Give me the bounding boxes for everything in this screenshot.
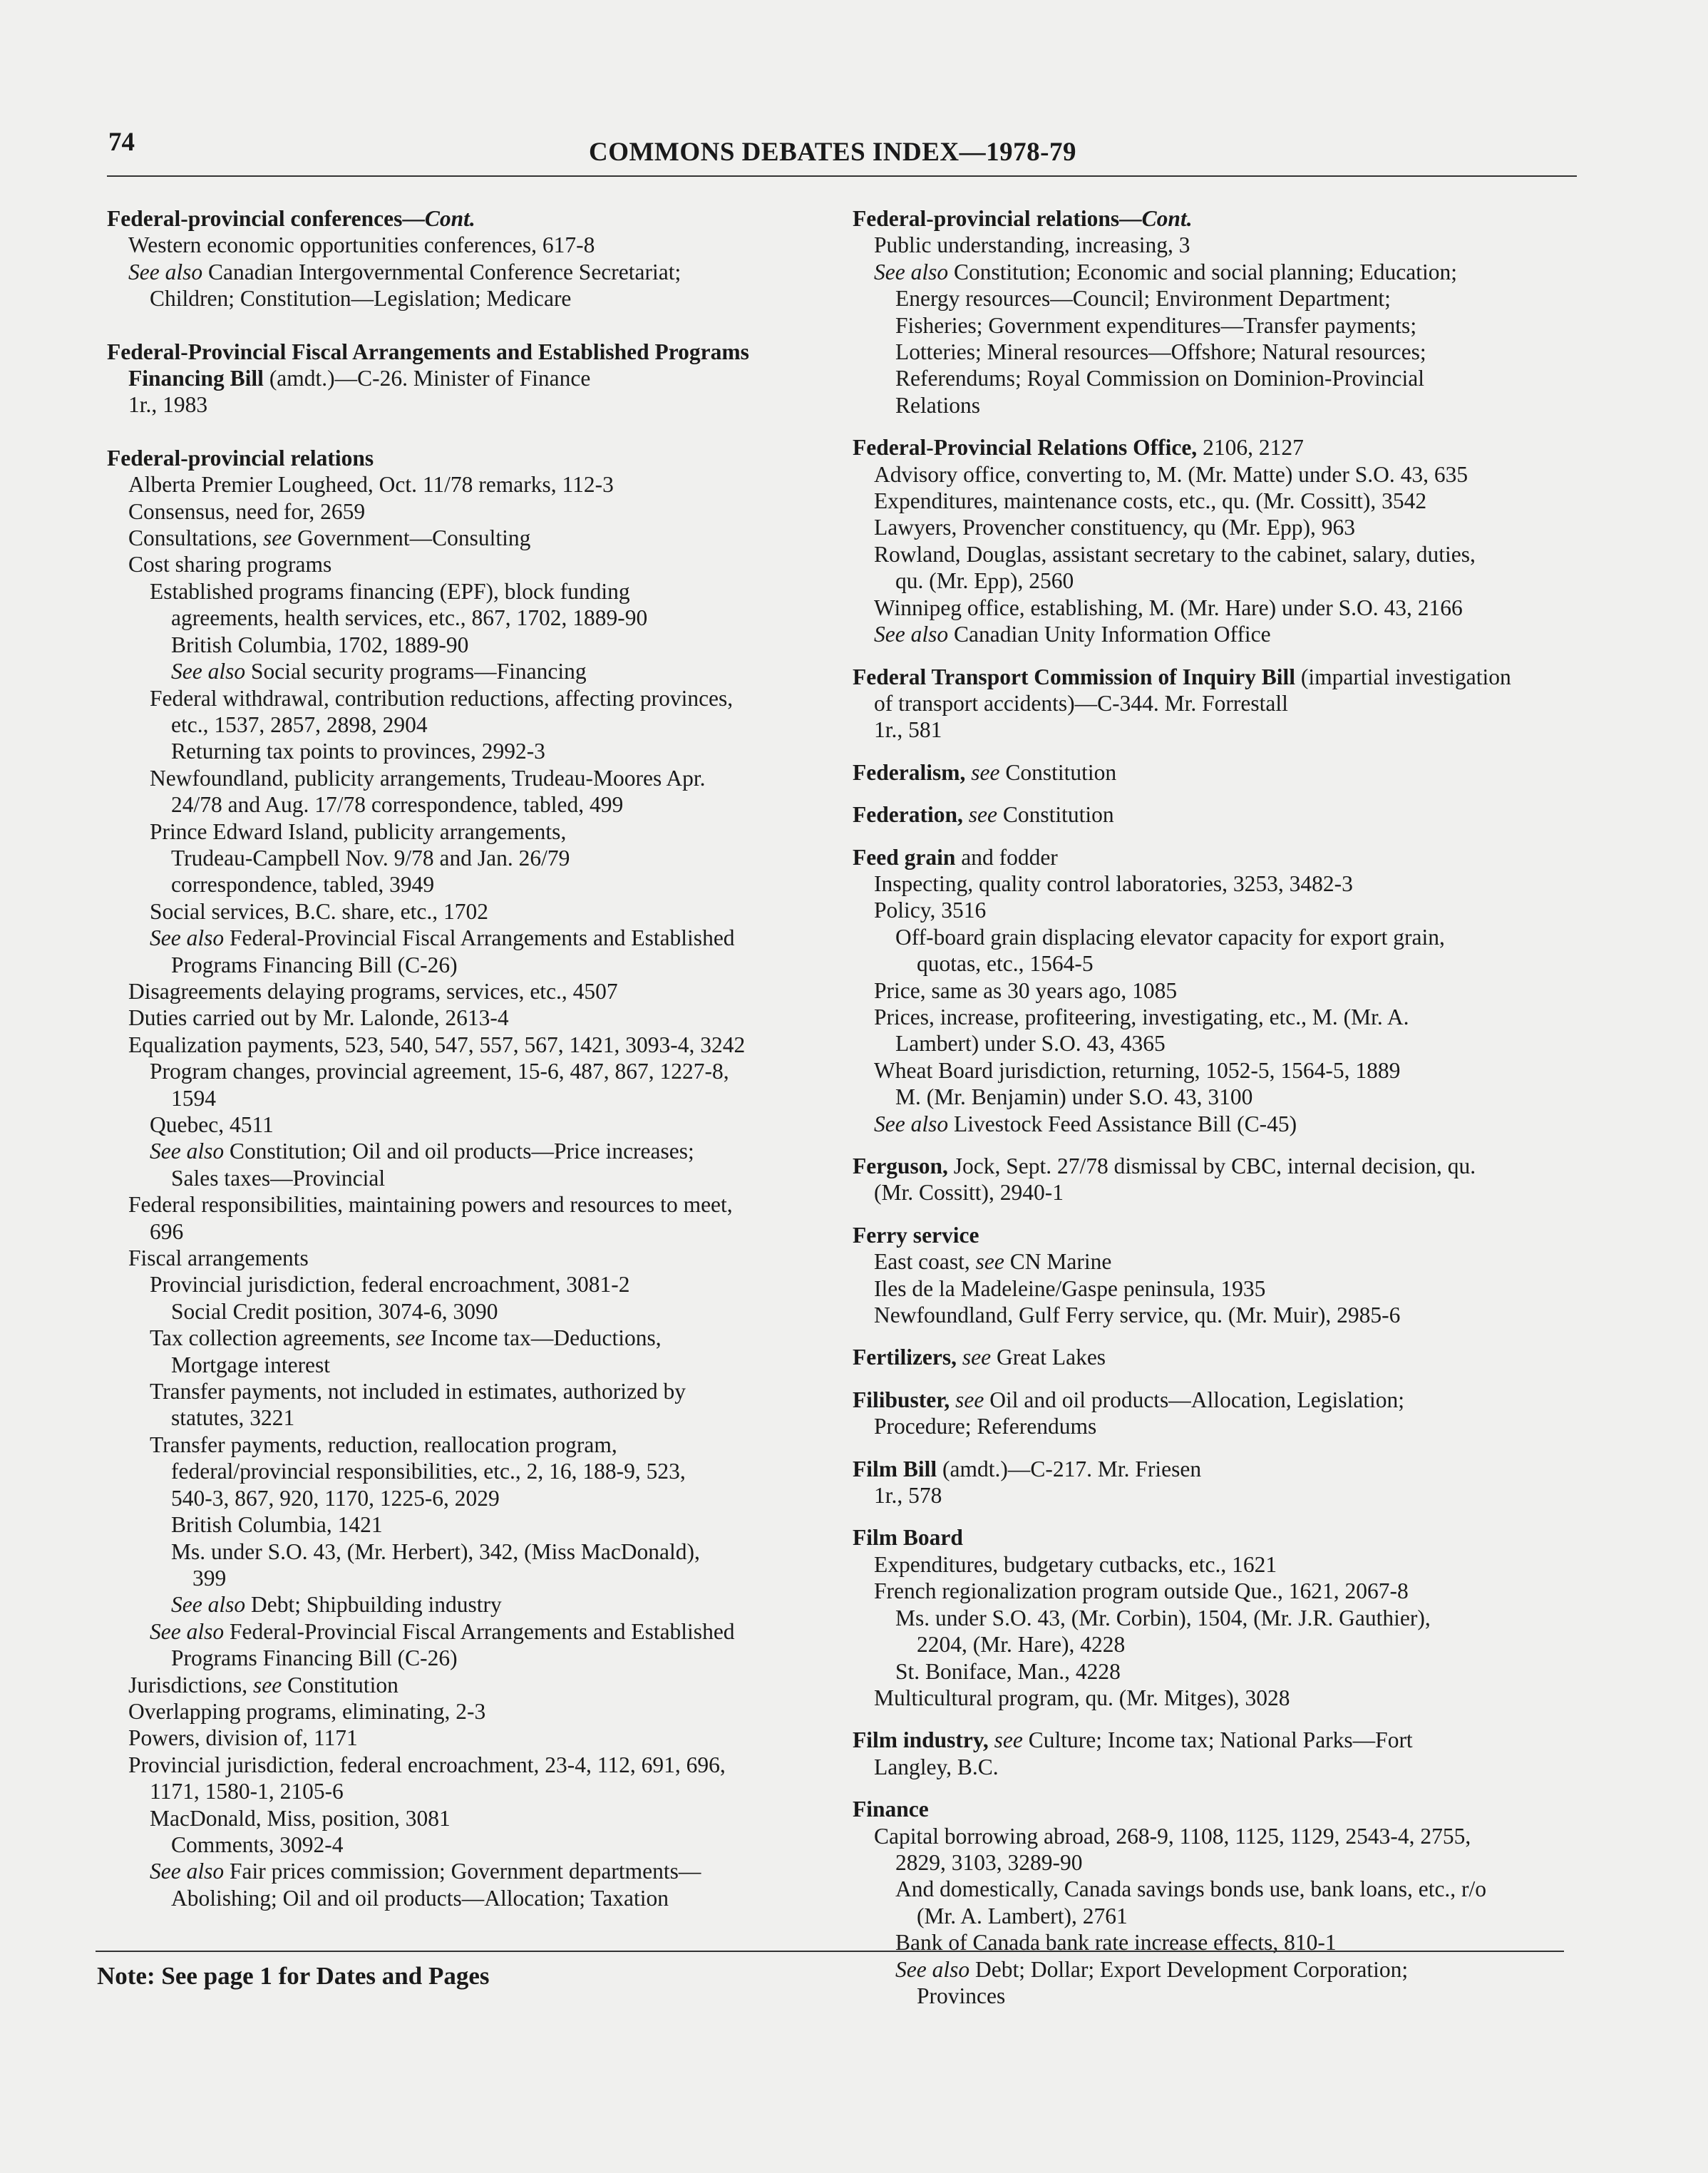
index-line — [107, 658, 827, 684]
index-line — [853, 232, 1581, 258]
index-term: Federal Transport Commission of Inquiry Bill — [853, 664, 1296, 689]
index-text: quotas, etc., 1564-5 — [917, 951, 1094, 977]
index-line — [853, 1685, 1581, 1711]
index-text: Constitution; Economic and social planning; Education; — [948, 259, 1457, 284]
index-line — [107, 1591, 827, 1618]
index-line — [107, 1432, 827, 1458]
index-line — [107, 1111, 827, 1138]
index-line — [107, 1752, 827, 1778]
index-text: Social security programs—Financing — [245, 659, 587, 684]
index-text: Oil and oil products—Allocation, Legislation; — [984, 1387, 1404, 1412]
index-line — [107, 1458, 827, 1484]
index-text: Income tax—Deductions, — [425, 1325, 662, 1351]
index-heading — [107, 339, 827, 365]
index-text: Alberta Premier Lougheed, Oct. 11/78 remarks, 112-3 — [128, 472, 614, 498]
index-text: etc., 1537, 2857, 2898, 2904 — [171, 712, 428, 737]
index-line — [107, 1032, 827, 1058]
index-line — [853, 1903, 1581, 1929]
index-text: Consultations, — [128, 525, 264, 551]
index-text: Federal withdrawal, contribution reductions, affecting provinces, — [150, 685, 734, 711]
index-term: Film Bill — [853, 1456, 937, 1481]
index-text: statutes, 3221 — [171, 1405, 295, 1431]
index-line — [107, 1191, 827, 1218]
cross-reference-cue: See also — [874, 1111, 949, 1136]
index-line — [853, 1302, 1581, 1328]
index-line — [853, 1658, 1581, 1685]
index-text: Multicultural program, qu. (Mr. Mitges), 3028 — [874, 1685, 1290, 1710]
index-text: Ms. under S.O. 43, (Mr. Herbert), 342, (Miss MacDonald), — [171, 1538, 700, 1564]
index-line — [107, 632, 827, 658]
cross-reference-cue: see — [957, 1345, 992, 1370]
index-text: of transport accidents)—C-344. Mr. Forrestall — [874, 690, 1288, 716]
index-text: 24/78 and Aug. 17/78 correspondence, tabled, 499 — [171, 792, 624, 818]
cross-reference-cue: see — [950, 1387, 984, 1412]
index-text: Sales taxes—Provincial — [171, 1165, 386, 1191]
index-line — [107, 1165, 827, 1191]
index-text: Capital borrowing abroad, 268-9, 1108, 1125, 1129, 2543-4, 2755, — [874, 1823, 1471, 1849]
index-line — [853, 1275, 1581, 1302]
index-text: Provincial jurisdiction, federal encroachment, 23-4, 112, 691, 696, — [128, 1752, 726, 1777]
index-text: CN Marine — [1004, 1249, 1112, 1275]
index-text: And domestically, Canada savings bonds use, bank loans, etc., r/o — [895, 1876, 1487, 1902]
index-line — [107, 605, 827, 631]
index-term: Cont. — [1141, 206, 1193, 231]
index-text: Equalization payments, 523, 540, 547, 557, 567, 1421, 3093-4, 3242 — [128, 1032, 746, 1057]
index-text: Provincial jurisdiction, federal encroachment, 3081-2 — [150, 1272, 630, 1298]
index-line — [107, 1352, 827, 1378]
index-line — [107, 365, 827, 391]
index-text: Bank of Canada bank rate increase effects, 810-1 — [895, 1930, 1337, 1956]
index-line — [107, 898, 827, 925]
cross-reference-cue: See also — [150, 925, 225, 951]
index-text: Federal-Provincial Fiscal Arrangements and Established — [224, 1618, 735, 1644]
index-text: Lambert) under S.O. 43, 4365 — [895, 1031, 1166, 1057]
index-line — [853, 690, 1581, 716]
index-line — [107, 925, 827, 951]
index-text: (impartial investigation — [1295, 664, 1511, 689]
index-text: Iles de la Madeleine/Gaspe peninsula, 1935 — [874, 1275, 1266, 1301]
index-line — [107, 525, 827, 551]
index-text: Jock, Sept. 27/78 dismissal by CBC, internal decision, qu. — [947, 1154, 1476, 1178]
index-heading — [853, 1344, 1581, 1370]
index-line — [107, 1618, 827, 1645]
index-text: Wheat Board jurisdiction, returning, 1052-5, 1564-5, 1889 — [874, 1057, 1401, 1083]
index-line — [853, 461, 1581, 488]
index-text: Powers, division of, 1171 — [128, 1725, 358, 1751]
index-text: Trudeau-Campbell Nov. 9/78 and Jan. 26/79 — [171, 845, 570, 870]
index-text: Energy resources—Council; Environment Department; — [895, 286, 1391, 312]
index-heading — [853, 1727, 1581, 1753]
index-text: Lotteries; Mineral resources—Offshore; Natural resources; — [895, 339, 1426, 365]
index-text: Disagreements delaying programs, services, etc., 4507 — [128, 978, 618, 1004]
index-text: Great Lakes — [991, 1345, 1106, 1370]
running-title: COMMONS DEBATES INDEX—1978-79 — [589, 138, 1076, 167]
index-line — [107, 232, 827, 258]
index-line — [107, 1005, 827, 1031]
index-line — [107, 1378, 827, 1404]
index-line — [853, 1823, 1581, 1849]
index-text: Transfer payments, reduction, reallocation program, — [150, 1432, 617, 1457]
index-heading — [853, 844, 1581, 870]
index-text: Programs Financing Bill (C-26) — [171, 952, 458, 977]
index-line — [107, 1645, 827, 1671]
index-line — [107, 498, 827, 525]
index-line — [853, 1631, 1581, 1658]
index-line — [107, 471, 827, 498]
index-text: Debt; Dollar; Export Development Corporation; — [969, 1956, 1409, 1982]
index-text: (amdt.)—C-217. Mr. Friesen — [937, 1456, 1202, 1481]
index-text: federal/provincial responsibilities, etc., 2, 16, 188-9, 523, — [171, 1459, 686, 1484]
index-line — [107, 1832, 827, 1858]
index-term: Federal-provincial conferences— — [107, 206, 425, 231]
index-line — [853, 1111, 1581, 1137]
index-heading — [853, 1456, 1581, 1482]
index-text: Consensus, need for, 2659 — [128, 498, 366, 524]
index-term: Federal-Provincial Fiscal Arrangements and Established Programs — [107, 339, 749, 364]
index-line — [107, 765, 827, 791]
index-line — [107, 1565, 827, 1591]
index-text: Programs Financing Bill (C-26) — [171, 1645, 458, 1671]
index-line — [853, 1551, 1581, 1578]
index-line — [853, 1057, 1581, 1084]
index-term: Filibuster, — [853, 1387, 950, 1412]
index-text: Western economic opportunities conferences, 617-8 — [128, 232, 595, 258]
index-line — [107, 1325, 827, 1351]
index-text: Referendums; Royal Commission on Dominion-Provincial — [895, 366, 1424, 391]
index-line — [107, 1885, 827, 1911]
index-text: Advisory office, converting to, M. (Mr. Matte) under S.O. 43, 635 — [874, 461, 1468, 487]
index-text: Constitution — [999, 759, 1117, 785]
index-line — [107, 738, 827, 764]
index-text: French regionalization program outside Que., 1621, 2067-8 — [874, 1578, 1409, 1604]
index-text: Fisheries; Government expenditures—Transfer payments; — [895, 312, 1417, 338]
index-heading — [853, 1222, 1581, 1248]
index-text: Canadian Intergovernmental Conference Secretariat; — [202, 259, 681, 284]
index-line — [107, 1805, 827, 1832]
index-line — [853, 1482, 1581, 1509]
index-text: 696 — [150, 1218, 184, 1244]
cross-reference-cue: See also — [895, 1956, 970, 1982]
index-text: (Mr. A. Lambert), 2761 — [917, 1903, 1128, 1928]
index-line — [107, 1298, 827, 1325]
cross-reference-cue: see — [253, 1672, 282, 1697]
index-text: Relations — [895, 392, 980, 418]
index-text: Tax collection agreements, — [150, 1325, 396, 1351]
index-line — [853, 950, 1581, 977]
index-line — [107, 578, 827, 605]
index-text: Constitution — [282, 1672, 398, 1697]
index-line — [107, 1511, 827, 1538]
index-line — [853, 924, 1581, 950]
index-text: agreements, health services, etc., 867, 1702, 1889-90 — [171, 605, 648, 631]
index-line — [107, 1672, 827, 1698]
index-heading — [853, 759, 1581, 786]
cross-reference-cue: See also — [171, 1592, 246, 1618]
index-text: 1r., 1983 — [128, 392, 208, 418]
index-text: Overlapping programs, eliminating, 2-3 — [128, 1698, 486, 1724]
index-text: 540-3, 867, 920, 1170, 1225-6, 2029 — [171, 1485, 500, 1511]
index-line — [107, 285, 827, 312]
index-line — [853, 1876, 1581, 1902]
cross-reference-cue: See also — [128, 259, 203, 284]
index-text: Price, same as 30 years ago, 1085 — [874, 977, 1178, 1003]
index-text: 1594 — [171, 1085, 216, 1111]
index-line — [107, 978, 827, 1005]
index-line — [107, 1725, 827, 1751]
index-text: Jurisdictions, — [128, 1672, 254, 1697]
index-term: Fertilizers, — [853, 1345, 957, 1370]
index-term: Financing Bill — [128, 366, 264, 391]
index-line — [107, 1485, 827, 1511]
index-text: qu. (Mr. Epp), 2560 — [895, 568, 1074, 594]
index-text: British Columbia, 1421 — [171, 1512, 383, 1538]
index-line — [853, 595, 1581, 621]
index-line — [853, 621, 1581, 647]
index-text: Provinces — [917, 1983, 1006, 2008]
index-text: Cost sharing programs — [128, 552, 332, 577]
cross-reference-cue: see — [396, 1325, 426, 1351]
footer-rule — [96, 1951, 1564, 1952]
index-line — [107, 1404, 827, 1431]
index-text: British Columbia, 1702, 1889-90 — [171, 632, 469, 657]
index-line — [853, 1248, 1581, 1275]
index-text: Children; Constitution—Legislation; Medicare — [150, 286, 572, 312]
index-text: 2106, 2127 — [1197, 435, 1304, 461]
index-text: 1r., 578 — [874, 1483, 942, 1509]
index-text: (amdt.)—C-26. Minister of Finance — [263, 366, 591, 391]
index-line — [853, 259, 1581, 285]
index-line — [853, 1956, 1581, 1983]
index-heading — [853, 1387, 1581, 1413]
index-text: Prince Edward Island, publicity arrangements, — [150, 818, 567, 844]
index-term: Federalism, — [853, 759, 966, 785]
cross-reference-cue: see — [988, 1727, 1023, 1753]
index-heading — [853, 1153, 1581, 1179]
cross-reference-cue: see — [263, 525, 292, 551]
index-term: Federation, — [853, 802, 963, 828]
cross-reference-cue: See also — [874, 259, 949, 284]
index-line — [853, 488, 1581, 514]
page-number: 74 — [108, 128, 135, 157]
index-line — [853, 716, 1581, 743]
index-line — [107, 685, 827, 712]
index-term: Ferguson, — [853, 1154, 948, 1178]
index-line — [107, 259, 827, 285]
index-text: Canadian Unity Information Office — [948, 622, 1271, 647]
index-line — [107, 1858, 827, 1884]
index-text: Lawyers, Provencher constituency, qu (Mr. Epp), 963 — [874, 515, 1356, 540]
index-text: Policy, 3516 — [874, 898, 987, 923]
index-text: Transfer payments, not included in estimates, authorized by — [150, 1379, 686, 1404]
index-term: Federal-Provincial Relations Office, — [853, 435, 1198, 461]
index-text: correspondence, tabled, 3949 — [171, 872, 435, 898]
index-line — [853, 1849, 1581, 1876]
index-line — [107, 1085, 827, 1111]
index-line — [107, 1138, 827, 1164]
index-text: East coast, — [874, 1249, 976, 1275]
index-line — [107, 712, 827, 738]
index-text: Comments, 3092-4 — [171, 1832, 344, 1857]
cross-reference-cue: see — [975, 1249, 1004, 1275]
index-line — [107, 1058, 827, 1084]
index-term: Federal-provincial relations — [107, 445, 374, 471]
index-text: MacDonald, Miss, position, 3081 — [150, 1805, 451, 1831]
index-text: Mortgage interest — [171, 1352, 331, 1377]
index-heading — [853, 1524, 1581, 1551]
cross-reference-cue: See also — [171, 659, 246, 684]
index-text: Returning tax points to provinces, 2992-3 — [171, 739, 545, 764]
index-text: Constitution — [997, 802, 1114, 828]
index-line — [853, 567, 1581, 594]
index-line — [853, 1413, 1581, 1439]
index-text: Livestock Feed Assistance Bill (C-45) — [948, 1111, 1297, 1136]
index-line — [107, 551, 827, 577]
index-text: Procedure; Referendums — [874, 1414, 1097, 1439]
index-text: Off-board grain displacing elevator capacity for export grain, — [895, 924, 1445, 950]
index-text: Langley, B.C. — [874, 1754, 999, 1779]
index-text: Duties carried out by Mr. Lalonde, 2613-4 — [128, 1005, 509, 1031]
header-rule — [107, 175, 1577, 177]
cross-reference-cue: see — [965, 759, 1000, 785]
index-line — [853, 514, 1581, 540]
index-text: Government—Consulting — [292, 525, 531, 551]
index-line — [853, 312, 1581, 339]
index-line — [107, 391, 827, 418]
index-text: 399 — [192, 1565, 227, 1591]
index-text: Public understanding, increasing, 3 — [874, 232, 1190, 258]
index-term: Federal-provincial relations— — [853, 206, 1142, 231]
index-text: Ms. under S.O. 43, (Mr. Corbin), 1504, (Mr. J.R. Gauthier), — [895, 1605, 1431, 1630]
cross-reference-cue: See also — [150, 1859, 225, 1884]
footer-note: Note: See page 1 for Dates and Pages — [97, 1962, 490, 1990]
left-index-column — [107, 205, 827, 1911]
index-text: Culture; Income tax; National Parks—Fort — [1022, 1727, 1413, 1753]
index-line — [107, 1538, 827, 1565]
index-line — [107, 845, 827, 871]
index-text: Quebec, 4511 — [150, 1112, 274, 1137]
index-text: Constitution; Oil and oil products—Price increases; — [224, 1139, 694, 1164]
index-heading — [107, 445, 827, 471]
index-text: Established programs financing (EPF), block funding — [150, 578, 630, 604]
index-text: St. Boniface, Man., 4228 — [895, 1658, 1121, 1684]
index-text: 2204, (Mr. Hare), 4228 — [917, 1632, 1126, 1658]
index-text: 1r., 581 — [874, 717, 942, 743]
index-term: Cont. — [424, 206, 475, 231]
index-text: Program changes, provincial agreement, 15-6, 487, 867, 1227-8, — [150, 1059, 729, 1084]
index-heading — [853, 664, 1581, 690]
index-text: Expenditures, budgetary cutbacks, etc., 1621 — [874, 1551, 1277, 1577]
index-text: Social Credit position, 3074-6, 3090 — [171, 1298, 498, 1324]
index-text: Federal responsibilities, maintaining powers and resources to meet, — [128, 1192, 733, 1218]
cross-reference-cue: see — [962, 802, 997, 828]
right-index-column — [853, 205, 1581, 2009]
index-heading — [853, 801, 1581, 828]
index-heading — [853, 1796, 1581, 1822]
index-text: Newfoundland, Gulf Ferry service, qu. (Mr. Muir), 2985-6 — [874, 1303, 1401, 1328]
index-line — [853, 1983, 1581, 2009]
index-line — [107, 1698, 827, 1725]
index-line — [853, 1179, 1581, 1206]
index-text: 2829, 3103, 3289-90 — [895, 1849, 1083, 1875]
index-line — [853, 1754, 1581, 1780]
index-line — [107, 1245, 827, 1271]
index-line — [853, 285, 1581, 312]
index-line — [107, 952, 827, 978]
index-line — [853, 1030, 1581, 1057]
index-term: Film industry, — [853, 1727, 989, 1753]
index-line — [853, 541, 1581, 567]
cross-reference-cue: See also — [150, 1618, 225, 1644]
index-line — [107, 1271, 827, 1298]
index-line — [107, 818, 827, 845]
index-line — [853, 977, 1581, 1004]
cross-reference-cue: See also — [150, 1139, 225, 1164]
index-text: Social services, B.C. share, etc., 1702 — [150, 898, 489, 924]
index-text: Rowland, Douglas, assistant secretary to the cabinet, salary, duties, — [874, 541, 1476, 567]
index-line — [853, 392, 1581, 418]
index-text: Inspecting, quality control laboratories, 3253, 3482-3 — [874, 870, 1353, 896]
index-line — [853, 1004, 1581, 1030]
index-line — [853, 1084, 1581, 1110]
index-text: Federal-Provincial Fiscal Arrangements and Established — [224, 925, 735, 951]
index-text: Expenditures, maintenance costs, etc., qu. (Mr. Cossitt), 3542 — [874, 488, 1427, 514]
index-text: Prices, increase, profiteering, investigating, etc., M. (Mr. A. — [874, 1004, 1409, 1029]
index-text: Winnipeg office, establishing, M. (Mr. Hare) under S.O. 43, 2166 — [874, 595, 1463, 620]
index-line — [853, 897, 1581, 923]
index-term: Ferry service — [853, 1222, 979, 1248]
index-text: Fair prices commission; Government departments— — [224, 1859, 701, 1884]
index-heading — [107, 205, 827, 232]
index-text: Debt; Shipbuilding industry — [245, 1592, 502, 1618]
index-line — [853, 1605, 1581, 1631]
index-line — [853, 365, 1581, 391]
index-line — [853, 870, 1581, 897]
index-text: Fiscal arrangements — [128, 1245, 309, 1271]
index-line — [107, 1778, 827, 1804]
index-line — [853, 339, 1581, 365]
cross-reference-cue: See also — [874, 622, 949, 647]
index-heading — [853, 205, 1581, 232]
index-heading — [853, 434, 1581, 461]
index-line — [853, 1578, 1581, 1604]
index-line — [107, 791, 827, 818]
index-text: Abolishing; Oil and oil products—Allocation; Taxation — [171, 1885, 669, 1911]
index-text: 1171, 1580-1, 2105-6 — [150, 1779, 344, 1804]
index-term: Film Board — [853, 1525, 963, 1551]
index-line — [107, 871, 827, 898]
index-term: Finance — [853, 1797, 929, 1822]
index-line — [107, 1218, 827, 1245]
index-text: Newfoundland, publicity arrangements, Trudeau-Moores Apr. — [150, 765, 706, 791]
index-text: (Mr. Cossitt), 2940-1 — [874, 1180, 1064, 1206]
index-text: and fodder — [955, 844, 1058, 870]
index-text: M. (Mr. Benjamin) under S.O. 43, 3100 — [895, 1084, 1253, 1110]
index-term: Feed grain — [853, 844, 956, 870]
